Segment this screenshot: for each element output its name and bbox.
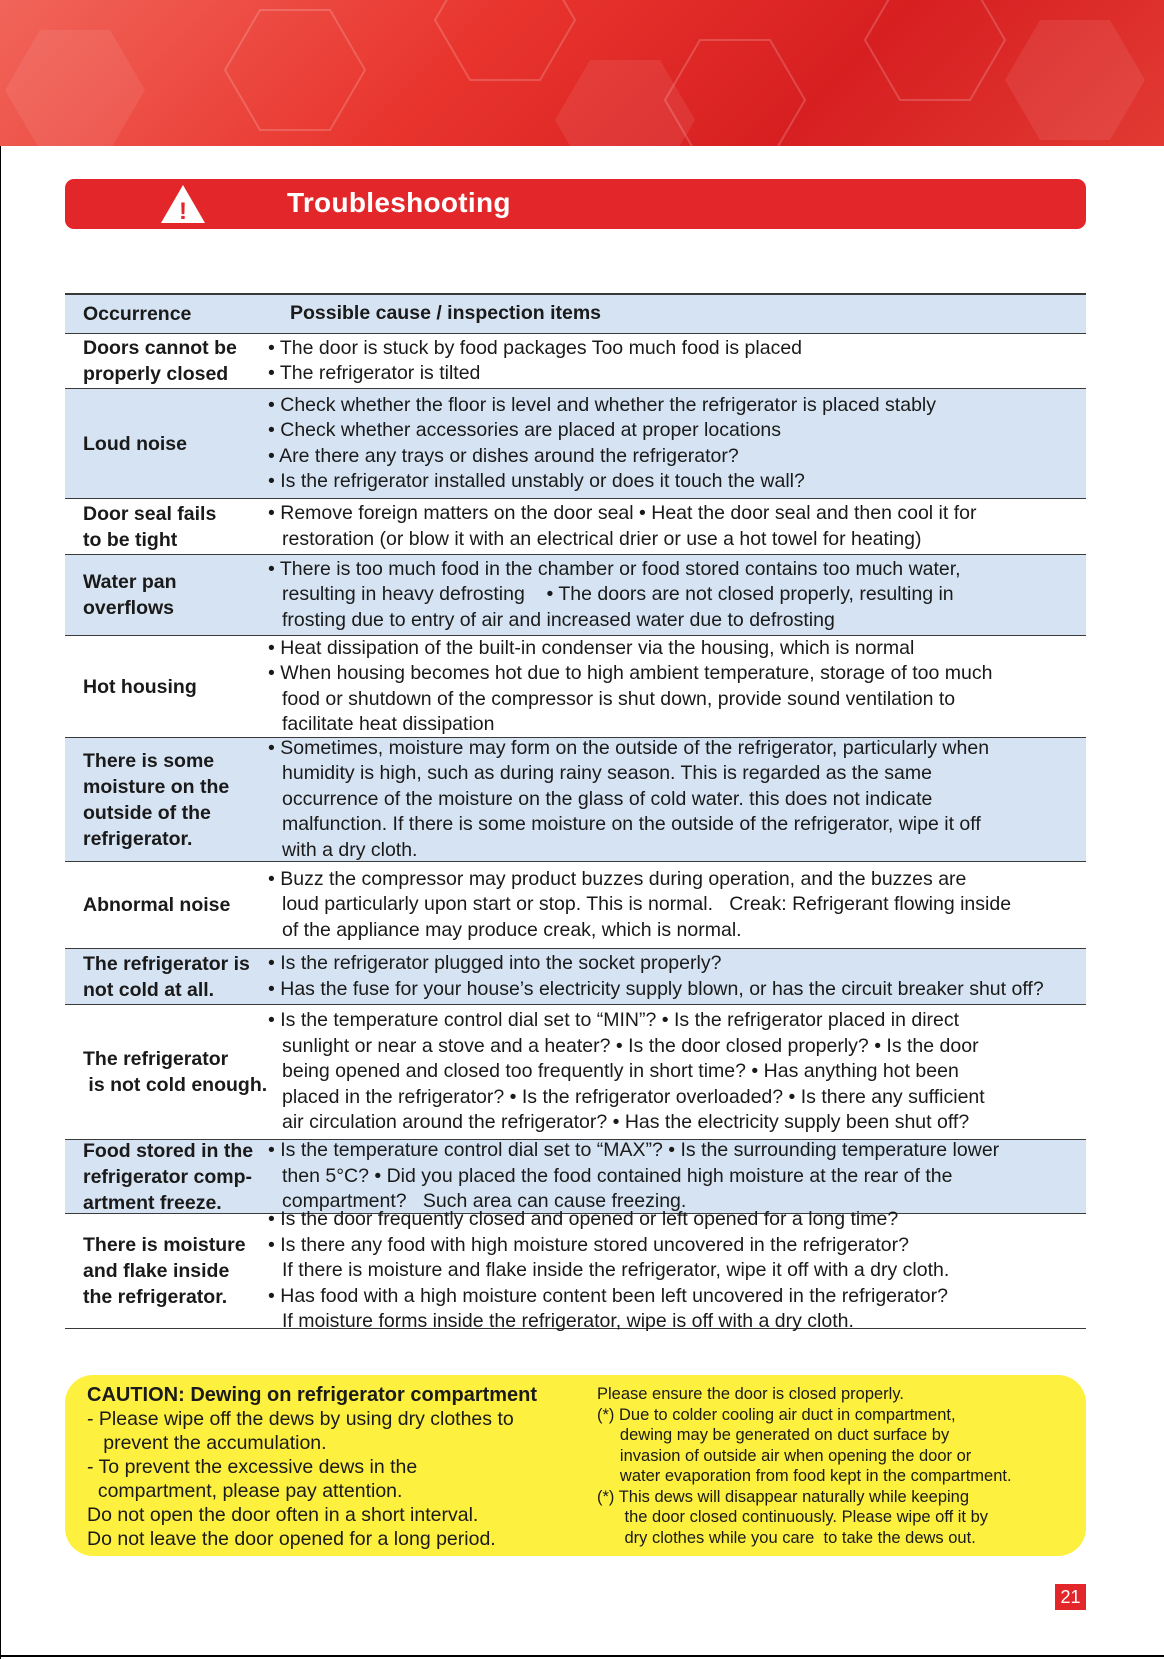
causes-cell bbox=[268, 555, 1086, 635]
caution-right-line: invasion of outside air when opening the door or bbox=[597, 1446, 972, 1465]
table-row bbox=[65, 1005, 1086, 1140]
cause-line: facilitate heat dissipation bbox=[282, 713, 495, 735]
occurrence-cell bbox=[65, 636, 271, 737]
cause-line: • Are there any trays or dishes around the refrigerator? bbox=[268, 444, 739, 467]
svg-text:!: ! bbox=[179, 198, 187, 225]
caution-left-line: prevent the accumulation. bbox=[87, 1432, 327, 1454]
cause-line: • The refrigerator is tilted bbox=[268, 362, 481, 384]
table-row bbox=[65, 334, 1086, 389]
caution-left-line: - To prevent the excessive dews in the bbox=[87, 1456, 418, 1478]
occurrence-line: Door seal fails bbox=[83, 502, 217, 525]
occurrence-line: Water pan bbox=[83, 571, 177, 593]
cause-line: then 5°C? • Did you placed the food contained high moisture at the rear of the bbox=[282, 1164, 953, 1187]
header-causes: Possible cause / inspection items bbox=[290, 302, 602, 325]
page-bottom-rule bbox=[0, 1655, 1164, 1657]
cause-line: humidity is high, such as during rainy season. This is regarded as the same bbox=[282, 762, 932, 785]
caution-right-line: (*) Due to colder cooling air duct in compartment, bbox=[597, 1405, 956, 1424]
table-row bbox=[65, 1140, 1086, 1214]
header-banner bbox=[0, 0, 1164, 146]
cause-line: • Check whether the floor is level and whether the refrigerator is placed stably bbox=[268, 393, 936, 416]
table-row bbox=[65, 636, 1086, 738]
table-row bbox=[65, 499, 1086, 555]
cause-line: • There is too much food in the chamber or food stored contains too much water, bbox=[268, 557, 961, 580]
occurrence-line: properly closed bbox=[83, 363, 229, 385]
cause-line: • Is the door frequently closed and opened or left opened for a long time? bbox=[268, 1208, 899, 1231]
occurrence-line: is not cold enough. bbox=[83, 1074, 268, 1096]
occurrence-line: the refrigerator. bbox=[83, 1286, 228, 1308]
table-row bbox=[65, 555, 1086, 636]
cause-line: with a dry cloth. bbox=[282, 838, 418, 861]
cause-line: of the appliance may produce creak, which is normal. bbox=[282, 918, 742, 941]
caution-right-line: the door closed continuously. Please wipe off it by bbox=[597, 1508, 989, 1526]
caution-left-line: compartment, please pay attention. bbox=[87, 1480, 403, 1502]
occurrence-cell bbox=[65, 1214, 271, 1328]
table-row bbox=[65, 389, 1086, 499]
cause-line: resulting in heavy defrosting • The doors are not closed properly, resulting in bbox=[282, 583, 954, 606]
table-row bbox=[65, 862, 1086, 949]
occurrence-line: The refrigerator bbox=[83, 1048, 229, 1070]
troubleshooting-table bbox=[65, 293, 1086, 1333]
occurrence-line: refrigerator comp- bbox=[83, 1165, 253, 1188]
causes-cell bbox=[268, 738, 1086, 861]
occurrence-line: Abnormal noise bbox=[83, 894, 231, 916]
cause-line: • Has the fuse for your house’s electricity supply blown, or has the circuit breaker shut off? bbox=[268, 977, 1044, 1000]
occurrence-line: Food stored in the bbox=[83, 1139, 254, 1162]
occurrence-line: Loud noise bbox=[83, 432, 187, 455]
cause-line: restoration (or blow it with an electrical drier or use a hot towel for heating) bbox=[282, 527, 922, 550]
cause-line: • The door is stuck by food packages Too much food is placed bbox=[268, 336, 803, 359]
cause-line: loud particularly upon start or stop. This is normal. Creak: Refrigerant flowing inside bbox=[282, 893, 1012, 916]
causes-cell bbox=[268, 1005, 1086, 1139]
header-occurrence: Occurrence bbox=[83, 303, 192, 325]
causes-cell bbox=[268, 1140, 1086, 1213]
occurrence-cell bbox=[65, 389, 271, 498]
caution-right-column bbox=[597, 1384, 1077, 1548]
occurrence-cell bbox=[65, 499, 271, 554]
cause-line: • Check whether accessories are placed at proper locations bbox=[268, 419, 782, 441]
causes-cell bbox=[268, 334, 1086, 388]
caution-right-line: water evaporation from food kept in the compartment. bbox=[597, 1467, 1012, 1485]
caution-left-line: - Please wipe off the dews by using dry clothes to bbox=[87, 1408, 514, 1430]
caution-title: CAUTION: Dewing on refrigerator compartment bbox=[87, 1384, 538, 1406]
occurrence-line: The refrigerator is bbox=[83, 952, 250, 975]
cause-line: • Is the temperature control dial set to “MAX”? • Is the surrounding temperature lower bbox=[268, 1139, 1000, 1162]
occurrence-cell bbox=[65, 949, 271, 1004]
occurrence-line: outside of the bbox=[83, 801, 211, 824]
cause-line: • Sometimes, moisture may form on the outside of the refrigerator, particularly when bbox=[268, 736, 990, 759]
cause-line: • Remove foreign matters on the door seal • Heat the door seal and then cool it for bbox=[268, 502, 977, 524]
occurrence-cell bbox=[65, 1140, 271, 1213]
occurrence-line: Doors cannot be bbox=[83, 337, 237, 359]
page-title: Troubleshooting bbox=[287, 187, 511, 218]
page-number: 21 bbox=[1055, 1584, 1086, 1610]
cause-line: • Has food with a high moisture content been left uncovered in the refrigerator? bbox=[268, 1284, 948, 1307]
caution-left-column bbox=[87, 1383, 547, 1551]
causes-cell bbox=[268, 636, 1086, 737]
occurrence-line: overflows bbox=[83, 597, 175, 619]
cause-line: • Is the refrigerator installed unstably or does it touch the wall? bbox=[268, 470, 805, 492]
table-row bbox=[65, 738, 1086, 862]
hexagon-pattern bbox=[0, 0, 1164, 146]
cause-line: • Is the temperature control dial set to “MIN”? • Is the refrigerator placed in direct bbox=[268, 1009, 960, 1032]
occurrence-line: not cold at all. bbox=[83, 978, 215, 1001]
caution-left-line: Do not open the door often in a short interval. bbox=[87, 1504, 479, 1526]
occurrence-line: There is some bbox=[83, 749, 215, 772]
cause-line: • Heat dissipation of the built-in condenser via the housing, which is normal bbox=[268, 636, 915, 659]
causes-cell bbox=[268, 389, 1086, 498]
cause-line: • When housing becomes hot due to high ambient temperature, storage of too much bbox=[268, 662, 993, 684]
occurrence-line: to be tight bbox=[83, 528, 178, 551]
section-title-bar bbox=[65, 179, 1086, 229]
table-row bbox=[65, 1208, 1086, 1333]
page-left-rule bbox=[0, 146, 1, 1659]
caution-right-line: dewing may be generated on duct surface by bbox=[597, 1426, 950, 1444]
cause-line: occurrence of the moisture on the glass of cold water. this does not indicate bbox=[282, 787, 933, 810]
cause-line: sunlight or near a stove and a heater? • Is the door closed properly? • Is the door bbox=[282, 1034, 979, 1057]
cause-line: • Is there any food with high moisture stored uncovered in the refrigerator? bbox=[268, 1233, 909, 1256]
causes-cell bbox=[268, 949, 1086, 1004]
warning-icon bbox=[159, 182, 207, 226]
causes-cell bbox=[268, 1208, 1086, 1333]
cause-line: If moisture forms inside the refrigerator, wipe is off with a dry cloth. bbox=[282, 1310, 854, 1333]
occurrence-line: Hot housing bbox=[83, 675, 197, 698]
occurrence-cell bbox=[65, 334, 271, 388]
caution-right-line: dry clothes while you care to take the dews out. bbox=[597, 1528, 976, 1547]
cause-line: compartment? Such area can cause freezing. bbox=[282, 1190, 687, 1213]
occurrence-cell bbox=[65, 1005, 271, 1139]
cause-line: frosting due to entry of air and increased water due to defrosting bbox=[282, 608, 835, 631]
cause-line: • Buzz the compressor may product buzzes during operation, and the buzzes are bbox=[268, 867, 967, 890]
caution-box bbox=[65, 1375, 1086, 1556]
cause-line: If there is moisture and flake inside the refrigerator, wipe it off with a dry cloth. bbox=[282, 1259, 950, 1282]
occurrence-cell bbox=[65, 862, 271, 948]
cause-line: placed in the refrigerator? • Is the refrigerator overloaded? • Is there any sufficient bbox=[282, 1085, 985, 1108]
cause-line: being opened and closed too frequently in short time? • Has anything hot been bbox=[282, 1060, 959, 1083]
caution-left-line: Do not leave the door opened for a long period. bbox=[87, 1528, 496, 1550]
causes-cell bbox=[268, 499, 1086, 554]
causes-cell bbox=[268, 862, 1086, 948]
occurrence-line: moisture on the bbox=[83, 775, 230, 798]
cause-line: food or shutdown of the compressor is shut down, provide sound ventilation to bbox=[282, 687, 956, 710]
cause-line: malfunction. If there is some moisture on the outside of the refrigerator, wipe it off bbox=[282, 813, 981, 836]
cause-line: • Is the refrigerator plugged into the socket properly? bbox=[268, 952, 722, 974]
occurrence-line: artment freeze. bbox=[83, 1191, 222, 1214]
occurrence-cell bbox=[65, 555, 271, 635]
occurrence-cell bbox=[65, 738, 271, 861]
table-row bbox=[65, 949, 1086, 1005]
occurrence-line: and flake inside bbox=[83, 1260, 230, 1282]
occurrence-line: There is moisture bbox=[83, 1234, 246, 1256]
caution-right-line: (*) This dews will disappear naturally while keeping bbox=[597, 1487, 970, 1506]
table-header-row bbox=[65, 295, 1086, 334]
caution-right-line: Please ensure the door is closed properly. bbox=[597, 1385, 904, 1403]
cause-line: air circulation around the refrigerator? • Has the electricity supply been shut off? bbox=[282, 1111, 970, 1134]
occurrence-line: refrigerator. bbox=[83, 827, 193, 850]
